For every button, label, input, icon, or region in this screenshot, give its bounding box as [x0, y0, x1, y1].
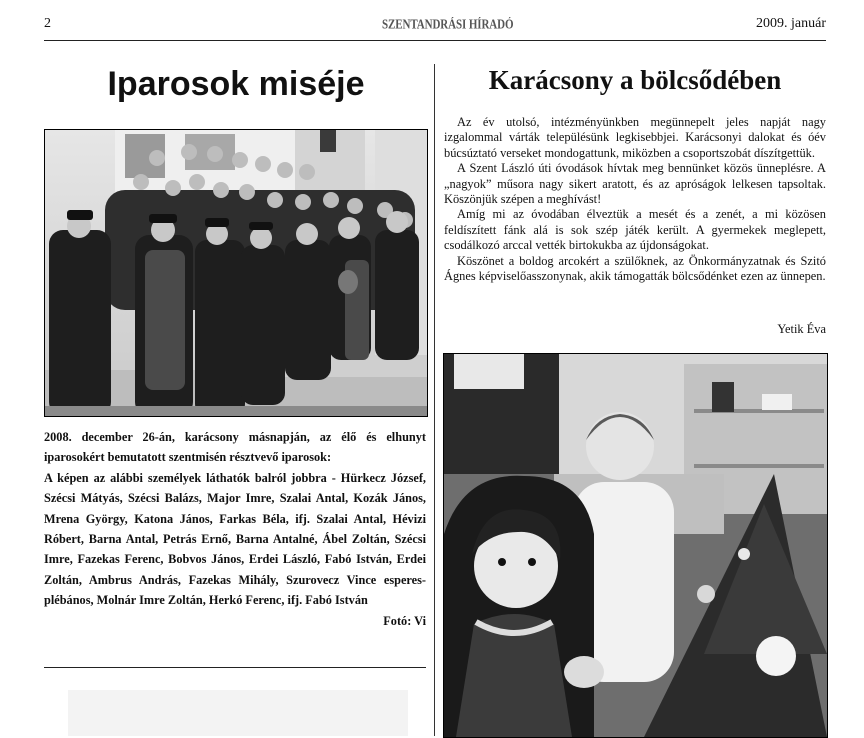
section-rule [44, 667, 426, 668]
header-rule [44, 40, 826, 41]
paragraph-4: Köszönet a boldog arcokért a szülőknek, az Önkormányzatnak és Szitó Ágnes képviselőasszonynak, akik támogatták bölcsődénket ezen az ünnepen. [444, 253, 826, 284]
paragraph-1: Az év utolsó, intézményünkben megünnepelt jeles napját nagy izgalommal várták településünk legkisebbjei. Karácsonyi dalokat és óév búcsúztató verseket mondogattunk, miközben a csoportszobát díszítgettük. [444, 115, 826, 160]
article-author: Yetik Éva [777, 322, 826, 336]
article-body [444, 115, 826, 284]
column-divider [434, 64, 435, 736]
next-photo-top [68, 690, 408, 736]
paragraph-2: A Szent László úti óvodások hívtak meg bennünket közös ünneplésre. A „nagyok” műsora nagy sikert aratott, és az apróságok lelkesen tapsoltak. Köszönjük szépen a meghívást! [444, 161, 826, 207]
page-number: 2 [44, 16, 51, 31]
photo-credit: Fotó: Vi [383, 613, 426, 628]
caption-intro: 2008. december 26-án, karácsony másnapján, az élő és elhunyt iparosokért bemutatott szentmisén résztvevő iparosok: [44, 430, 426, 465]
left-article-title: Iparosok miséje [107, 65, 365, 103]
group-photo [44, 129, 428, 417]
photo-caption [44, 427, 426, 631]
right-article-title: Karácsony a bölcsődében [488, 65, 782, 95]
children-christmas-photo [443, 353, 828, 738]
masthead-logo: SZENTANDRÁSI HÍRADÓ [382, 17, 514, 32]
caption-names: A képen az alábbi személyek láthatók balról jobbra - Hürkecz József, Szécsi Mátyás, Szécsi Balázs, Major Imre, Szalai Antal, Kozák János, Mrena György, Katona János, Farkas Béla, ifj. Szalai Antal, Hévizi Róbert, Barna Antal, Petrás Ernő, Barna Antalné, Ábel Zoltán, Szécsi Imre, Fazekas Ferenc, Bobvos János, Erdei László, Fabó István, Erdei Zoltán, Ambrus András, Fazekas Mihály, Szurovecz Vince esperes-plébános, Molnár Imre Zoltán, Herkó Ferenc, ifj. Fabó István [44, 470, 426, 608]
issue-date: 2009. január [756, 16, 826, 31]
paragraph-3: Amíg mi az óvodában élveztük a mesét és a zenét, a mi közösen feldíszített fánk alá is sok szép játék került. A gyermekek meglepett, csodálkozó arccal vették birtokukba az újdonságokat. [444, 207, 826, 253]
